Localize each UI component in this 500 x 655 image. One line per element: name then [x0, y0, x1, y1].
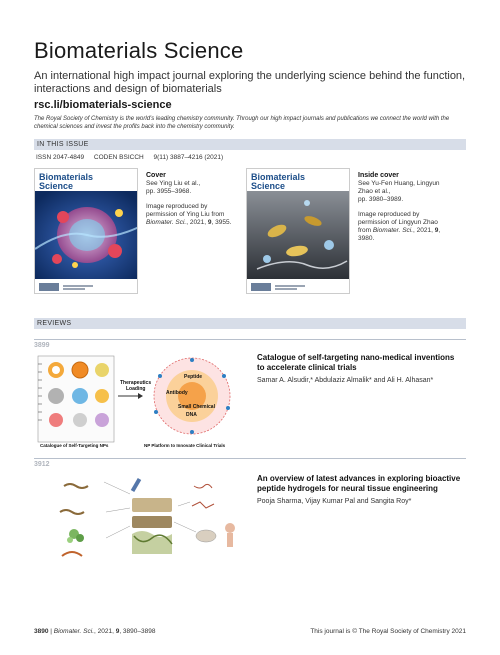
page-number: 3890 [34, 628, 49, 635]
rsc-blurb: The Royal Society of Chemistry is the world's leading chemistry community. Through our high impact journals and publications we connect the world with the chemical sciences and invest the profits back into the chemistry community. [34, 116, 450, 130]
front-cover-pages[interactable]: pp. 3955–3968. [146, 188, 192, 195]
inside-cover-pages[interactable]: pp. 3980–3989. [358, 196, 404, 203]
hydrogel-graphic [34, 472, 254, 580]
inside-cover-image[interactable] [246, 168, 350, 294]
toc-authors: Samar A. Alsudir,* Abdulaziz Almalik* and Ali H. Alhasan* [257, 377, 434, 384]
front-cover-credit: Image reproduced by permission of Ying Liu from Biomater. Sci., 2021, 9, 3955. [146, 203, 232, 226]
toc-graphic-nanomedicine[interactable] [34, 352, 254, 452]
toc-entry [257, 353, 462, 385]
inside-cover-credit: Image reproduced by permission of Lingyun Zhao from Biomater. Sci., 2021, 9, 3980. [358, 211, 441, 242]
label-antibody: Antibody [166, 390, 188, 396]
inside-cover-masthead: Biomaterials Science [251, 172, 306, 191]
front-cover-label: Cover [146, 172, 166, 179]
front-cover-masthead: Biomaterials Science [39, 172, 94, 191]
inside-cover-label: Inside cover [358, 172, 399, 179]
label-small-chemical: Small Chemical [178, 404, 215, 410]
toc-article-title[interactable]: An overview of latest advances in exploring bioactive peptide hydrogels for neural tissue engineering [257, 474, 461, 493]
label-therapeutics: Therapeutics Loading [120, 380, 152, 392]
caption-platform: NP Platform to Innovate Clinical Trials [144, 443, 226, 448]
issn: ISSN 2047-4849 [36, 154, 85, 161]
coden: CODEN BSICCH [93, 154, 144, 161]
footer-citation: 3890 | Biomater. Sci., 2021, 9, 3890–3898 [34, 628, 156, 635]
issn-line [36, 154, 231, 161]
toc-page-number: 3899 [34, 342, 50, 349]
front-cover-see: See Ying Liu et al., [146, 180, 201, 187]
toc-authors: Pooja Sharma, Vijay Kumar Pal and Sangita Roy* [257, 498, 412, 505]
inside-cover-caption [358, 172, 448, 243]
journal-url-link[interactable]: rsc.li/biomaterials-science [34, 99, 172, 111]
caption-catalogue: Catalogue of Self-Targeting NPs [40, 443, 109, 448]
masthead [34, 38, 466, 131]
journal-subtitle: An international high impact journal exploring the underlying science behind the function, interactions and design of biomaterials [34, 70, 466, 95]
inside-cover-see: See Yu-Fen Huang, Lingyun Zhao et al., [358, 180, 440, 195]
in-this-issue-band: IN THIS ISSUE [34, 139, 466, 150]
journal-title: Biomaterials Science [34, 38, 244, 63]
label-peptide: Peptide [184, 374, 203, 380]
toc-entry [257, 474, 462, 506]
label-dna: DNA [186, 412, 197, 418]
reviews-band: REVIEWS [34, 318, 466, 329]
footer-copyright: This journal is © The Royal Society of Chemistry 2021 [310, 628, 466, 635]
divider [34, 458, 466, 459]
toc-graphic-hydrogel[interactable] [34, 472, 254, 580]
front-cover-caption [146, 172, 236, 227]
toc-page-number: 3912 [34, 461, 50, 468]
nanomedicine-graphic [34, 352, 254, 452]
toc-article-title[interactable]: Catalogue of self-targeting nano-medical inventions to accelerate clinical trials [257, 353, 455, 372]
volume-issue: 9(11) 3887–4216 (2021) [153, 154, 224, 161]
divider [34, 339, 466, 340]
front-cover-image[interactable] [34, 168, 138, 294]
